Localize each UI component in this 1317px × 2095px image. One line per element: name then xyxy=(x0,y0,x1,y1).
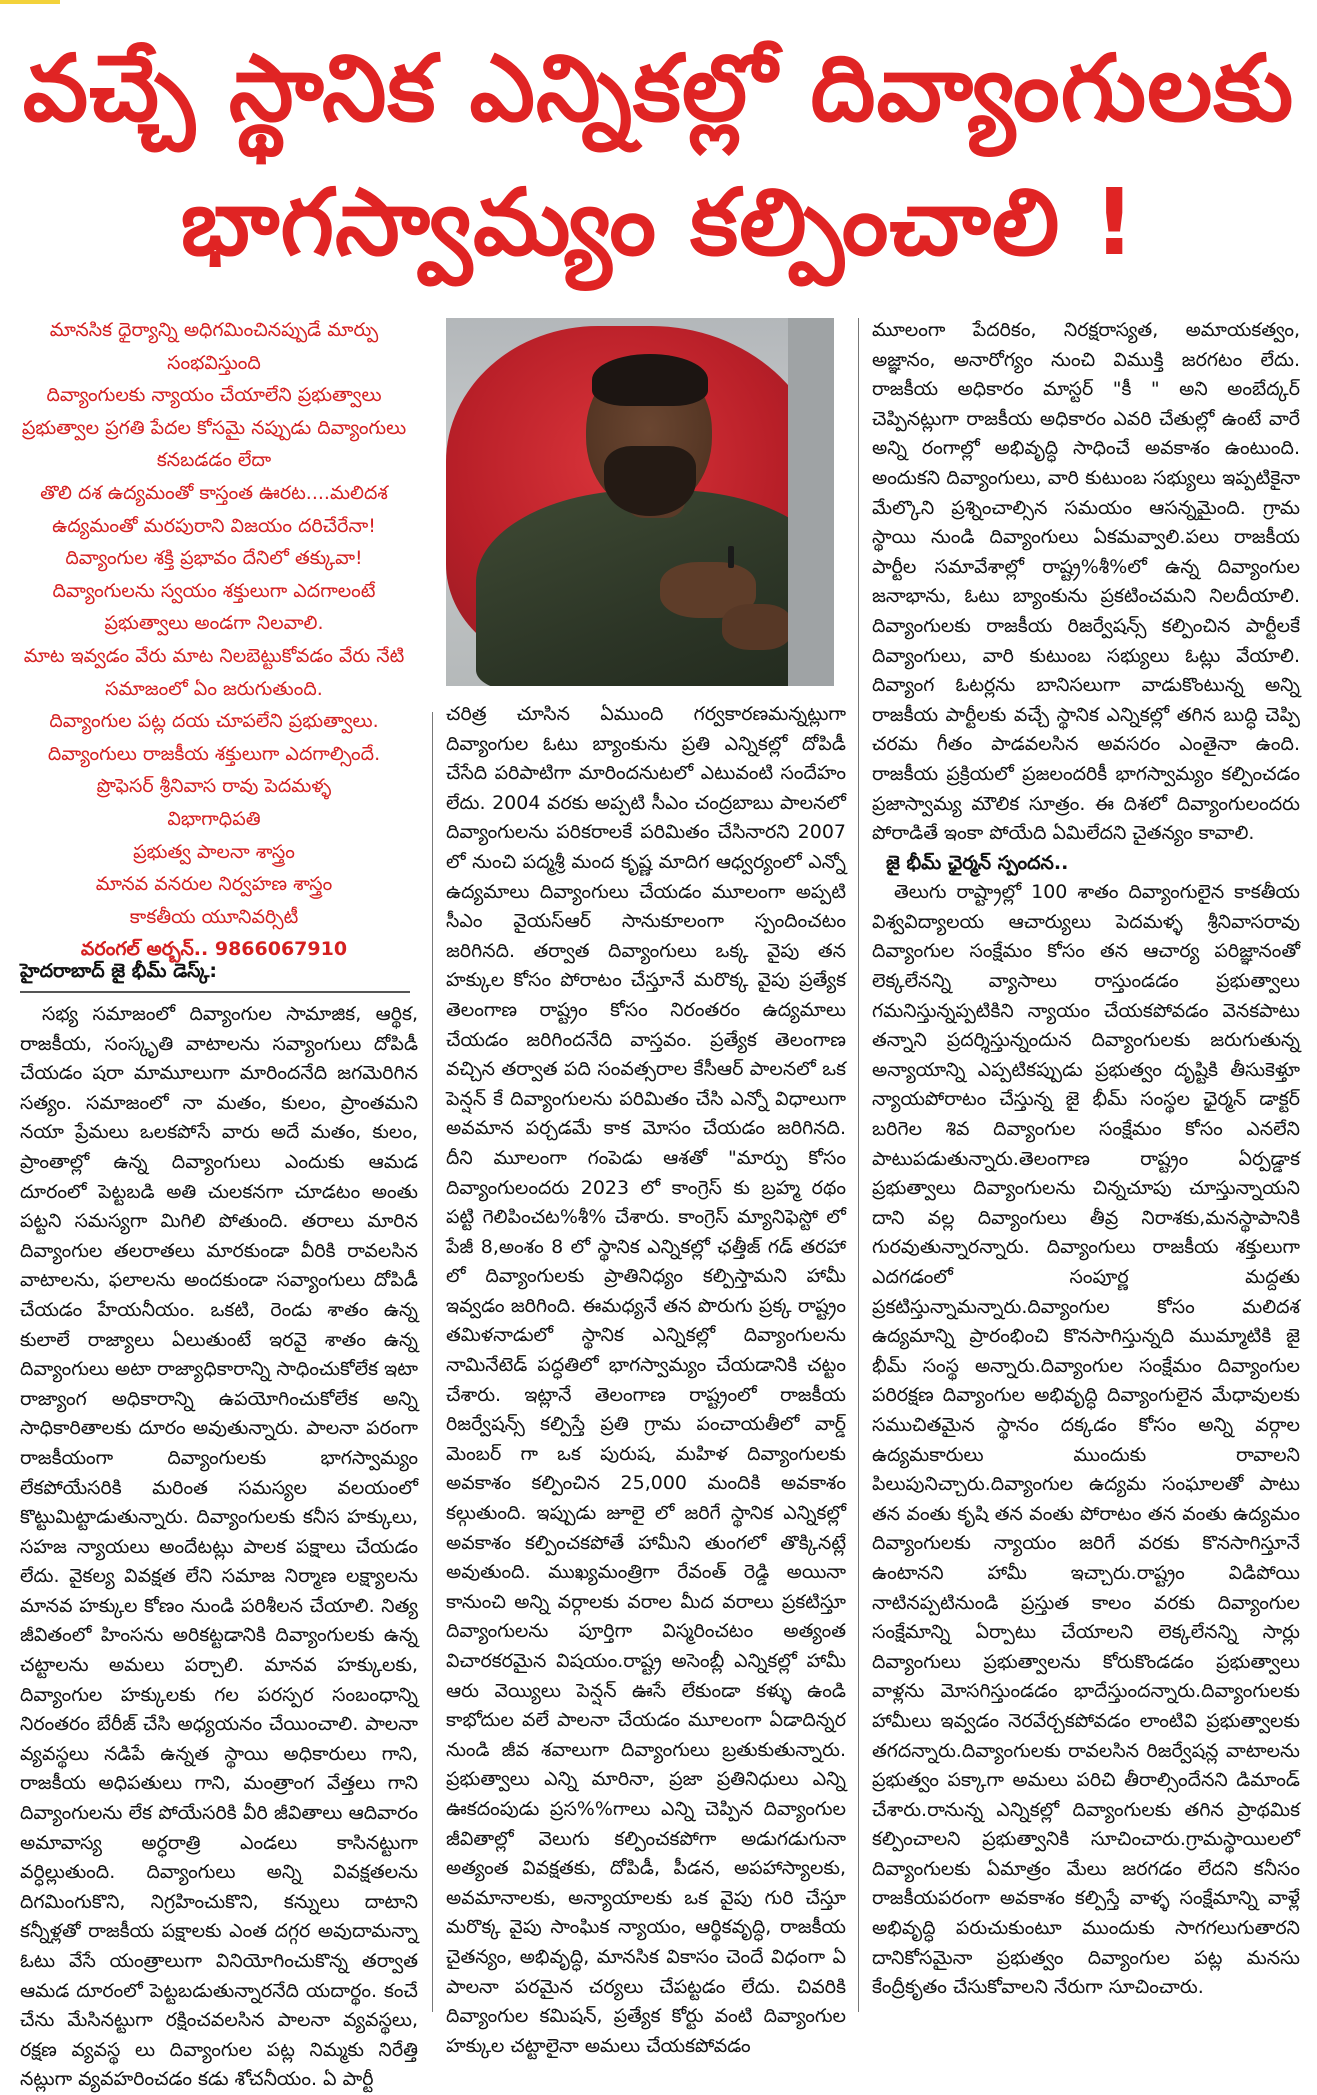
sidebar-line: దివ్యాంగుల పట్ల దయ చూపలేని ప్రభుత్వాలు. xyxy=(49,710,379,733)
sidebar-line: తొలి దశ ఉద్యమంతో కాస్తంత ఊరట....మలిదశ xyxy=(40,481,388,504)
top-color-mark xyxy=(0,0,60,4)
headline-line-2: భాగస్వామ్యం కల్పించాలి ! xyxy=(180,169,1137,276)
dateline: హైదరాబాద్ జై భీమ్ డెస్క్: xyxy=(20,960,410,993)
article-paragraph: మూలంగా పేదరికం, నిరక్షరాస్యత, అమాయకత్వం, అజ్ఞానం, అనారోగ్యం నుంచి విముక్తి జరగటం లేదు. రాజకీయ అధికారం మాస్టర్ "కీ " అని అంబేద్కర్ చెప్పినట్లుగా రాజకీయ అధికారం ఎవరి చేతుల్లో ఉంటే వారే అన్ని రంగాల్లో అభివృద్ధి సాధించే అవకాశం ఉంటుంది. అందుకని దివ్యాంగులు, వారి కుటుంబ సభ్యులు ఇప్పటికైనా మేల్కొని ప్రశ్నించాల్సిన సమయం ఆసన్నమైంది. గ్రామ స్థాయి నుండి దివ్యాంగులు ఏకమవ్వాలి.పలు రాజకీయ పార్టీల సమావేశాల్లో రాష్ట్ర%శీ%లో ఉన్న దివ్యాంగుల జనాభాను, ఓటు బ్యాంకును ప్రకటించమని నిలదీయాలి. దివ్యాంగులకు రాజకీయ రిజర్వేషన్స్ కల్పించిన పార్టీలకే దివ్యాంగులు, వారి కుటుంబ సభ్యులు ఓట్లు వేయాలి. దివ్యాంగ ఓటర్లను బానిసలుగా వాడుకొంటున్న అన్ని రాజకీయ పార్టీలకు వచ్చే స్థానిక ఎన్నికల్లో తగిన బుద్ధి చెప్పి చరమ గీతం పాడవలసిన అవసరం ఎంతైనా ఉంది. రాజకీయ ప్రక్రియలో ప్రజలందరికీ భాగస్వామ్యం కల్పించడం ప్రజాస్వామ్య మౌలిక సూత్రం. ఈ దిశలో దివ్యాంగులందరు పోరాడితే ఇంకా పోయేది ఏమిలేదని చైతన్యం కావాలి. xyxy=(872,319,1300,845)
sidebar-line: దివ్యాంగులను స్వయం శక్తులుగా ఎదగాలంటే xyxy=(52,579,376,602)
sidebar-line: దివ్యాంగుల శక్తి ప్రభావం దేనిలో తక్కువా! xyxy=(65,547,363,570)
author-dept-1: ప్రభుత్వ పాలనా శాస్త్రం xyxy=(133,840,295,863)
sidebar-line: సమాజంలో ఏం జరుగుతుంది. xyxy=(105,677,323,700)
author-dept-2: మానవ వనరుల నిర్వహణ శాస్త్రం xyxy=(95,873,333,896)
author-name: ప్రొఫెసర్ శ్రీనివాస రావు పెదమళ్ళ xyxy=(96,775,332,798)
sidebar-line: మాట ఇవ్వడం వేరు మాట నిలబెట్టుకోవడం వేరు నేటి xyxy=(23,644,405,667)
sidebar-line: దివ్యాంగులు రాజకీయ శక్తులుగా ఎదగాల్సిందే. xyxy=(47,742,381,765)
sidebar-line: ప్రభుత్వాలు అండగా నిలవాలి. xyxy=(104,612,324,635)
sidebar-line: దివ్యాంగులకు న్యాయం చేయాలేని ప్రభుత్వాలు xyxy=(46,384,382,407)
article-paragraph: సభ్య సమాజంలో దివ్యాంగుల సామాజిక, ఆర్థిక, రాజకీయ, సంస్కృతి వాటాలను సవ్యాంగులు దోపిడీ చేయడం షరా మామూలుగా మారిందనేది జగమెరిగిన సత్యం. సమాజంలో నా మతం, కులం, ప్రాంతమని నయా ప్రేమలు ఒలకపోసే వారు అదే మతం, కులం, ప్రాంతాల్లో ఉన్న దివ్యాంగులు ఎందుకు ఆమడ దూరంలో పెట్టబడి అతి చులకనగా చూడటం అంతు పట్టని సమస్యగా మిగిలి పోతుంది. తరాలు మారిన దివ్యాంగుల తలరాతలు మారకుండా వీరికి రావలసిన వాటాలను, ఫలాలను అందకుండా సవ్యాంగులు దోపిడీ చేయడం హేయనీయం. ఒకటి, రెండు శాతం ఉన్న కులాలే రాజ్యాలు ఏలుతుంటే ఇరవై శాతం ఉన్న దివ్యాంగులు అటా రాజ్యాధికారాన్ని సాధించుకోలేక ఇటా రాజ్యాంగ అధికారాన్ని ఉపయోగించుకోలేక అన్ని సాధికారితాలకు దూరం అవుతున్నారు. పాలనా పరంగా రాజకీయంగా దివ్యాంగులకు భాగస్వామ్యం లేకపోయేసరికి మరింత సమస్యల వలయంలో కొట్టుమిట్టాడుతున్నారు. దివ్యాంగులకు కనీస హక్కులు, సహజ న్యాయలు అందేటట్లు పాలక పక్షాలు చేయడం లేదు. వైకల్య వివక్షత లేని సమాజ నిర్మాణ లక్ష్యాలను మానవ హక్కుల కోణం నుండి పరిశీలన చేయాలి. నిత్య జీవితంలో హింసను అరికట్టడానికి దివ్యాంగులకు ఉన్న చట్టాలను అమలు పర్చాలి. మానవ హక్కులకు, దివ్యాంగుల హక్కులకు గల పరస్పర సంబంధాన్ని నిరంతరం బేరీజ్ చేసి అధ్యయనం చేయించాలి. పాలనా వ్యవస్థలు నడిపే ఉన్నత స్థాయి అధికారులు గాని, రాజకీయ అధిపతులు గాని, మంత్రాంగ వేత్తలు గాని దివ్యాంగులను లేక పోయేసరికి వీరి జీవితాలు ఆదివారం అమావాస్య అర్ధరాత్రి ఎండలు కాసినట్టుగా వర్ధిల్లుతుంది. దివ్యాంగులు అన్ని వివక్షతలను దిగమింగుకొని, నిగ్రహించుకొని, కన్నులు దాటాని కన్నీళ్లతో రాజకీయ పక్షాలకు ఎంత దగ్గర అవుదామన్నా ఓటు వేసే యంత్రాలుగా వినియోగించుకొన్న తర్వాత ఆమడ దూరంలో పెట్టబడుతున్నారనేది యదార్థం. కంచే చేను మేసినట్టుగా రక్షించవలసిన పాలనా వ్యవస్థలు, రక్షణ వ్యవస్థ లు దివ్యాంగుల పట్ల నిమ్మకు నిరేత్తి నట్లుగా వ్యవహరించడం కడు శోచనీయం. ఏ పార్టీ xyxy=(20,1003,418,2091)
article-column-3 xyxy=(872,316,1300,2003)
column-divider xyxy=(858,318,859,2012)
headline xyxy=(0,22,1317,290)
sidebar-line: కనబడడం లేదా xyxy=(156,449,272,472)
author-university: కాకతీయ యూనివర్సిటీ xyxy=(129,905,299,928)
article-column-2 xyxy=(446,700,846,2061)
sidebar-line: ఉద్యమంతో మరపురాని విజయం దరిచేరేనా! xyxy=(52,514,376,537)
article-column-1 xyxy=(20,1000,418,2095)
sidebar-line: ప్రభుత్వాల ప్రగతి పేదల కోసమై నప్పుడు దివ్యాంగులు xyxy=(21,416,407,439)
author-title: విభాగాధిపతి xyxy=(167,807,261,830)
column-divider xyxy=(432,712,433,2012)
author-photo xyxy=(446,318,834,686)
pull-quote-sidebar xyxy=(14,314,414,966)
sidebar-line: సంభవిస్తుంది xyxy=(167,351,261,374)
author-phone: వరంగల్ అర్బన్.. 9866067910 xyxy=(80,938,348,961)
section-subheading: జై భీమ్ ఛైర్మన్ స్పందన.. xyxy=(886,851,1069,874)
sidebar-line: మానసిక ధైర్యాన్ని అధిగమించినప్పుడే మార్పు xyxy=(49,319,379,341)
article-paragraph: తెలుగు రాష్ట్రాల్లో 100 శాతం దివ్యాంగులైన కాకతీయ విశ్వవిద్యాలయ ఆచార్యులు పెదమళ్ళ శ్రీనివాసరావు దివ్యాంగుల సంక్షేమం కోసం తన ఆచార్య పరిజ్ఞానంతో లెక్కలేనన్ని వ్యాసాలు రాస్తుండడం ప్రభుత్వాలు గమనిస్తున్నప్పటికిని న్యాయం చేయకపోవడం వెనకపాటు తన్నాని ప్రదర్శిస్తున్నందున దివ్యాంగులకు జరుగుతున్న అన్యాయాన్ని ఎప్పటికప్పుడు ప్రభుత్వం దృష్టికి తీసుకెళ్తూ న్యాయపోరాటం చేస్తున్న జై భీమ్ సంస్థల ఛైర్మన్ డాక్టర్ బరిగెల శివ దివ్యాంగుల సంక్షేమం కోసం ఎనలేని పాటుపడుతున్నారు.తెలంగాణ రాష్ట్రం ఏర్పడ్డాక ప్రభుత్వాలు దివ్యాంగులను చిన్నచూపు చూస్తున్నాయని దాని వల్ల దివ్యాంగులు తీవ్ర నిరాశకు,మనస్థాపానికి గురవుతున్నారన్నారు. దివ్యాంగులు రాజకీయ శక్తులుగా ఎదగడంలో సంపూర్ణ మద్దతు ప్రకటిస్తున్నామన్నారు.దివ్యాంగుల కోసం మలిదశ ఉద్యమాన్ని ప్రారంభించి కొనసాగిస్తున్నది ముమ్మాటికి జై భీమ్ సంస్థ అన్నారు.దివ్యాంగుల సంక్షేమం దివ్యాంగుల పరిరక్షణ దివ్యాంగుల అభివృద్ధి దివ్యాంగులైన మేధావులకు సముచితమైన స్థానం దక్కడం కోసం అన్ని వర్గాల ఉద్యమకారులు ముందుకు రావాలని పిలుపునిచ్చారు.దివ్యాంగుల ఉద్యమ సంఘాలతో పాటు తన వంతు కృషి తన వంతు పోరాటం తన వంతు ఉద్యమం దివ్యాంగులకు న్యాయం జరిగే వరకు కొనసాగిస్తూనే ఉంటానని హామీ ఇచ్చారు.రాష్ట్రం విడిపోయి నాటినప్పటినుండి ప్రస్తుత కాలం వరకు దివ్యాంగుల సంక్షేమాన్ని ఏర్పాటు చేయాలని లెక్కలేనన్ని సార్లు దివ్యాంగులు ప్రభుత్వాలను కోరుకొండడం ప్రభుత్వాలు వాళ్లను మోసగిస్తుండడం భాదేస్తుందన్నారు.దివ్యాంగులకు హామీలు ఇవ్వడం నెరవేర్చకపోవడం లాంటివి ప్రభుత్వాలకు తగదన్నారు.దివ్యాంగులకు రావలసిన రిజర్వేషన్ల వాటాలను ప్రభుత్వం పక్కాగా అమలు పరిచి తీరాల్సిందేనని డిమాండ్ చేశారు.రానున్న ఎన్నికల్లో దివ్యాంగులకు తగిన ప్రాథమిక కల్పించాలని ప్రభుత్వానికి సూచించారు.గ్రామస్థాయిలలో దివ్యాంగులకు ఏమాత్రం మేలు జరగడం లేదని కనీసం రాజకీయపరంగా అవకాశం కల్పిస్తే వాళ్ళ సంక్షేమాన్ని వాళ్లే అభివృద్ధి పరుచుకుంటూ ముందుకు సాగగలుగుతారని దానికోసమైనా ప్రభుత్వం దివ్యాంగుల పట్ల మనసు కేంద్రీకృతం చేసుకోవాలని నేరుగా సూచించారు. xyxy=(872,881,1300,1999)
article-paragraph: చరిత్ర చూసిన ఏముంది గర్వకారణమన్నట్లుగా దివ్యాంగుల ఓటు బ్యాంకును ప్రతి ఎన్నికల్లో దోపిడీ చేసేది పరిపాటిగా మారిందనుటలో ఎటువంటి సందేహం లేదు. 2004 వరకు అప్పటి సీఎం చంద్రబాబు పాలనలో దివ్యాంగులను పరికరాలకే పరిమితం చేసినారని 2007 లో నుంచి పద్మశ్రీ మంద కృష్ణ మాదిగ ఆధ్వర్యంలో ఎన్నో ఉద్యమాలు దివ్యాంగులు చేయడం మూలంగా అప్పటి సీఎం వైయస్ఆర్ సానుకూలంగా స్పందించటం జరిగినది. తర్వాత దివ్యాంగులు ఒక్క వైపు తన హక్కుల కోసం పోరాటం చేస్తూనే మరొక్క వైపు ప్రత్యేక తెలంగాణ రాష్ట్రం కోసం నిరంతరం ఉద్యమాలు చేయడం జరిగిందనేది వాస్తవం. ప్రత్యేక తెలంగాణ వచ్చిన తర్వాత పది సంవత్సరాల కేసీఆర్ పాలనలో ఒక పెన్షన్ కే దివ్యాంగులను పరిమితం చేసి ఎన్నో విధాలుగా అవమాన పర్చడమే కాక మోసం చేయడం జరిగినది. దీని మూలంగా గంపెడు ఆశతో "మార్పు కోసం దివ్యాంగులందరు 2023 లో కాంగ్రెస్ కు బ్రహ్మ రథం పట్టి గెలిపించట%శీ% చేశారు. కాంగ్రెస్ మ్యానిఫెస్టో లో పేజీ 8,అంశం 8 లో స్థానిక ఎన్నికల్లో ఛత్తీజ్ గడ్ తరహా లో దివ్యాంగులకు ప్రాతినిధ్యం కల్పిస్తామని హామీ ఇవ్వడం జరిగింది. ఈమధ్యనే తన పొరుగు ప్రక్క రాష్ట్రం తమిళనాడులో స్థానిక ఎన్నికల్లో దివ్యాంగులను నామినేటెడ్ పద్ధతిలో భాగస్వామ్యం చేయడానికి చట్టం చేశారు. ఇట్లానే తెలంగాణ రాష్ట్రంలో రాజకీయ రిజర్వేషన్స్ కల్పిస్తే ప్రతి గ్రామ పంచాయతీలో వార్డ్ మెంబర్ గా ఒక పురుష, మహిళ దివ్యాంగులకు అవకాశం కల్పించిన 25,000 మందికి అవకాశం కల్గుతుంది. ఇప్పుడు జూలై లో జరిగే స్థానిక ఎన్నికల్లో అవకాశం కల్పించకపోతే హామీని తుంగలో తొక్కినట్లే అవుతుంది. ముఖ్యమంత్రిగా రేవంత్ రెడ్డి అయినా కానుంచి అన్ని వర్గాలకు వరాల మీద వరాలు ప్రకటిస్తూ దివ్యాంగులను పూర్తిగా విస్మరించటం అత్యంత విచారకరమైన విషయం.రాష్ట్ర అసెంబ్లీ ఎన్నికల్లో హామీ ఆరు వెయ్యిలు పెన్షన్ ఊసే లేకుండా కళ్ళు ఉండి కాభోదుల వలే పాలనా చేయడం మూలంగా ఏడాదిన్నర నుండి జీవ శవాలుగా దివ్యాంగులు బ్రతుకుతున్నారు. ప్రభుత్వాలు ఎన్ని మారినా, ప్రజా ప్రతినిధులు ఎన్ని ఊకదంపుడు ప్రస%%గాలు ఎన్ని చెప్పిన దివ్యాంగుల జీవితాల్లో వెలుగు కల్పించకపోగా అడుగడుగునా అత్యంత వివక్షతకు, దోపిడీ, పీడన, అపహాస్యాలకు, అవమానాలకు, అన్యాయాలకు ఒక వైపు గురి చేస్తూ మరొక్క వైపు సాంఘిక న్యాయం, ఆర్థికవృద్ధి, రాజకీయ చైతన్యం, అభివృద్ధి, మానసిక వికాసం చెందే విధంగా ఏ పాలనా పరమైన చర్యలు చేపట్టడం లేదు. చివరికి దివ్యాంగుల కమిషన్, ప్రత్యేక కోర్టు వంటి దివ్యాంగుల హక్కుల చట్టాలైనా అమలు చేయకపోవడం xyxy=(446,703,846,2057)
headline-line-1: వచ్చే స్థానిక ఎన్నికల్లో దివ్యాంగులకు xyxy=(22,35,1295,142)
